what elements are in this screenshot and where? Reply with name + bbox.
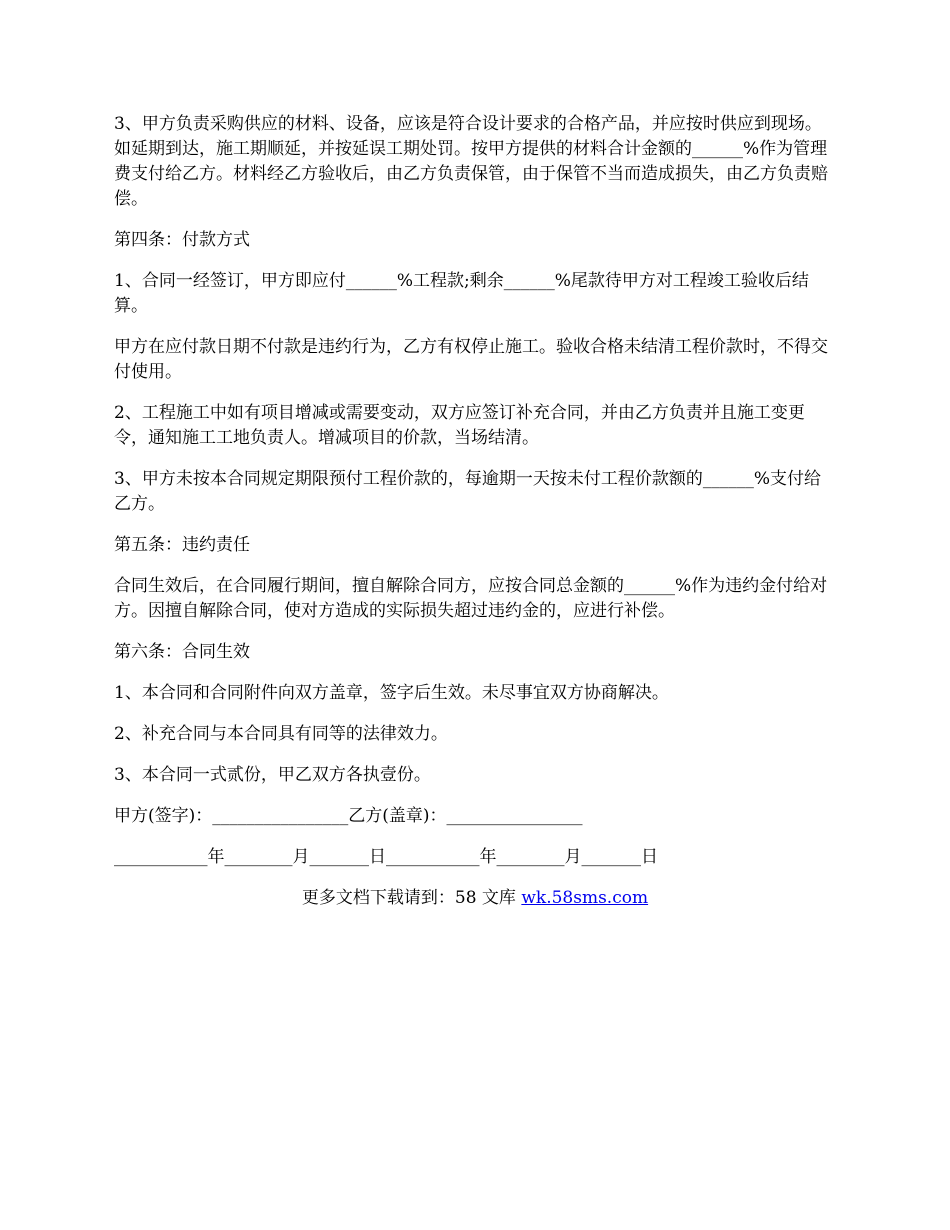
footer (114, 886, 836, 911)
clause-paragraph: 1、合同一经签订，甲方即应付______%工程款;剩余______%尾款待甲方对工程竣工验收后结算。 (114, 271, 809, 316)
section-heading-effect: 第六条：合同生效 (114, 642, 250, 662)
clause-paragraph: 2、工程施工中如有项目增减或需要变动，双方应签订补充合同，并由乙方负责并且施工变更令，通知施工工地负责人。增减项目的价款，当场结清。 (114, 403, 805, 448)
section-heading-liability: 第五条：违约责任 (114, 535, 250, 555)
clause-paragraph: 甲方在应付款日期不付款是违约行为，乙方有权停止施工。验收合格未结清工程价款时，不得交付使用。 (114, 337, 828, 382)
clause-paragraph: 2、补充合同与本合同具有同等的法律效力。 (114, 724, 448, 744)
footer-text: 更多文档下载请到：58 文库 (301, 888, 522, 908)
clause-paragraph: 1、本合同和合同附件向双方盖章，签字后生效。未尽事宜双方协商解决。 (114, 683, 669, 703)
date-line: ___________年________月_______日___________年________月_______日 (114, 847, 658, 867)
footer-link[interactable]: wk.58sms.com (521, 888, 649, 908)
signature-line: 甲方(签字)：________________乙方(盖章)：________________ (114, 806, 583, 826)
clause-paragraph: 3、甲方负责采购供应的材料、设备，应该是符合设计要求的合格产品，并应按时供应到现场。如延期到达，施工期顺延，并按延误工期处罚。按甲方提供的材料合计金额的______%作为管理费支付给乙方。材料经乙方验收后，由乙方负责保管，由于保管不当而造成损失，由乙方负责赔偿。 (114, 114, 828, 209)
clause-paragraph: 3、甲方未按本合同规定期限预付工程价款的，每逾期一天按未付工程价款额的______%支付给乙方。 (114, 469, 821, 514)
clause-paragraph: 合同生效后，在合同履行期间，擅自解除合同方，应按合同总金额的______%作为违约金付给对方。因擅自解除合同，使对方造成的实际损失超过违约金的，应进行补偿。 (114, 576, 828, 621)
clause-paragraph: 3、本合同一式贰份，甲乙双方各执壹份。 (114, 765, 431, 785)
section-heading-payment: 第四条：付款方式 (114, 230, 250, 250)
